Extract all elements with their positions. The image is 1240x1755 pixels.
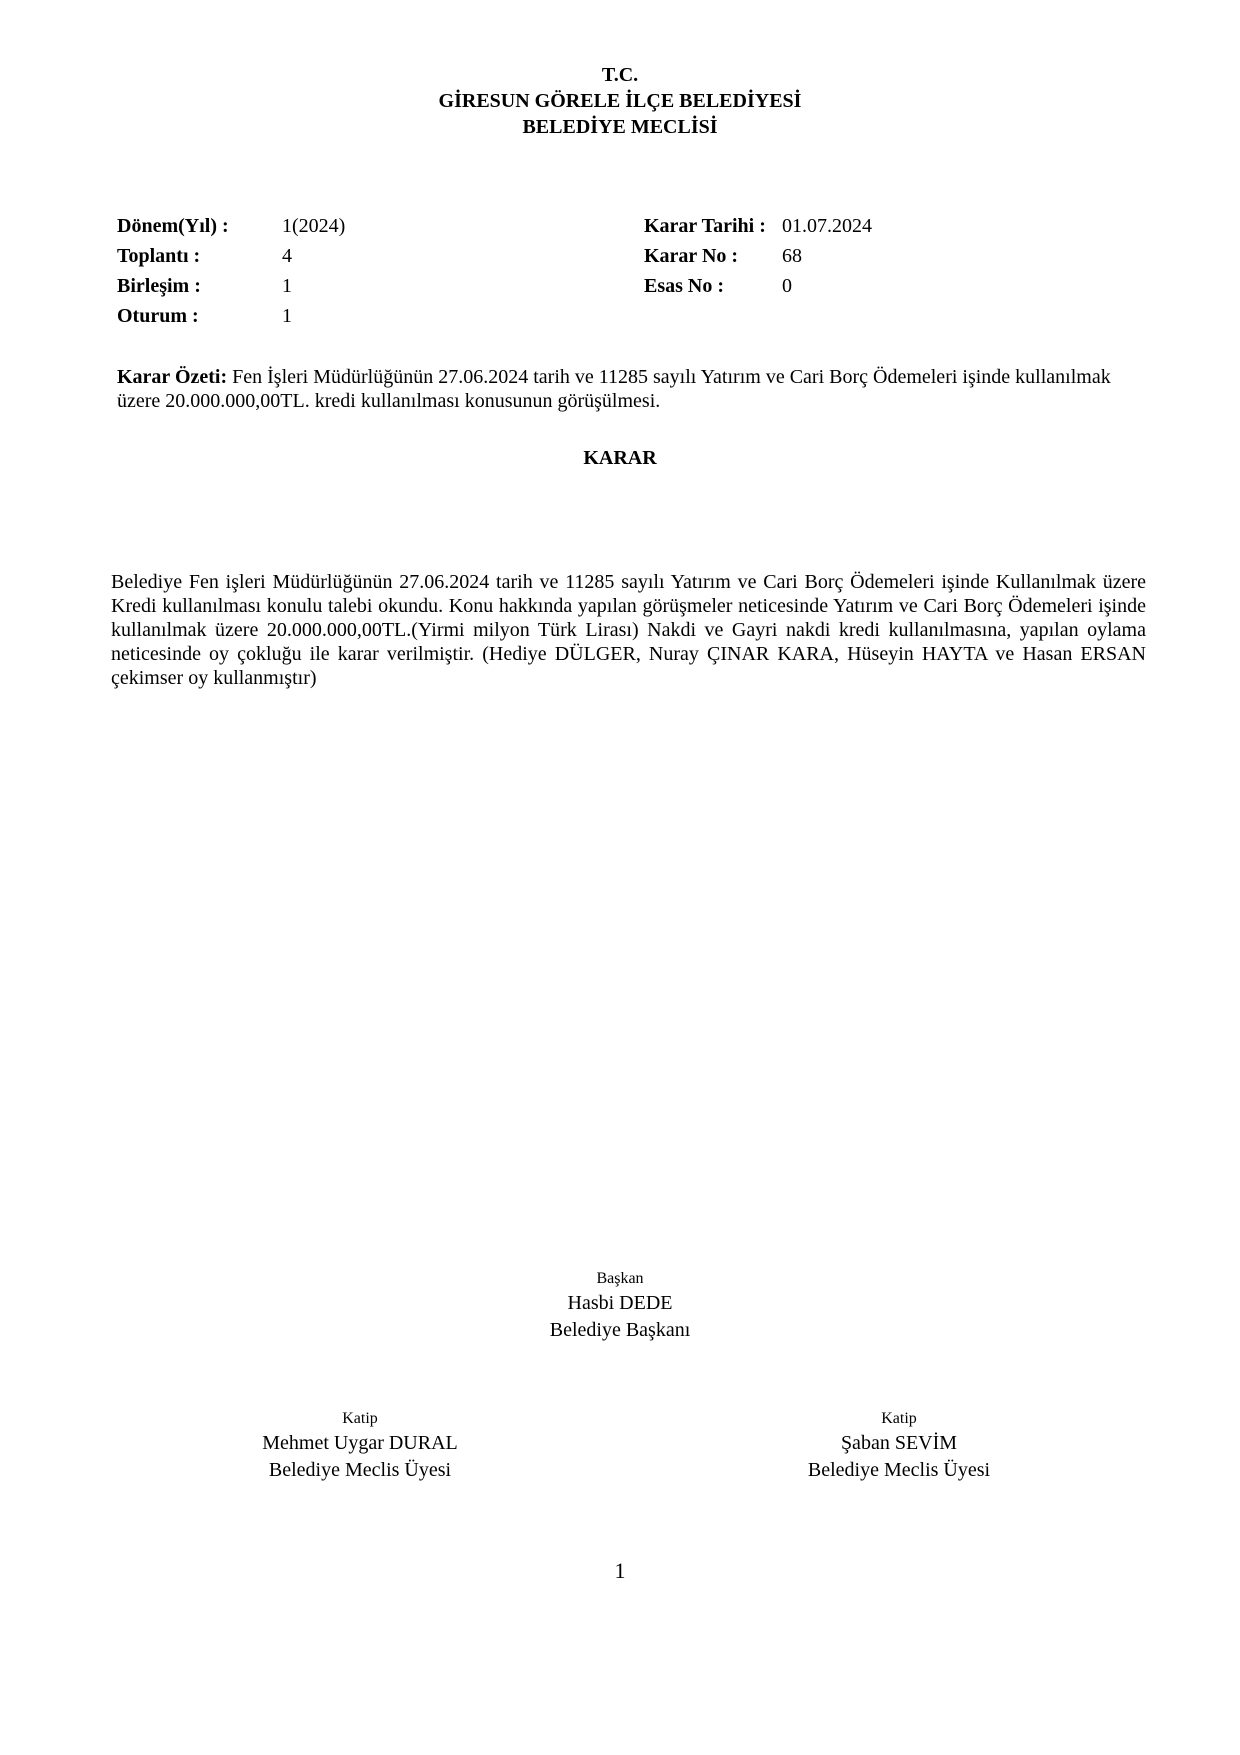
signature-katip-left (170, 1408, 550, 1484)
signature-role: Katip (342, 1410, 378, 1427)
signature-role: Katip (881, 1410, 917, 1427)
meta-label: Oturum : (117, 305, 199, 327)
decision-heading: KARAR (583, 447, 657, 469)
summary-label: Karar Özeti: (117, 366, 228, 388)
signature-title: Belediye Meclis Üyesi (807, 1459, 991, 1481)
meta-label: Dönem(Yıl) : (117, 215, 229, 237)
meta-row-birlesim (117, 271, 345, 301)
meta-value: 1(2024) (282, 215, 346, 237)
page-number: 1 (614, 1558, 626, 1583)
header-council: BELEDİYE MECLİSİ (522, 116, 718, 138)
header-municipality: GİRESUN GÖRELE İLÇE BELEDİYESİ (438, 90, 802, 112)
decision-body: Belediye Fen işleri Müdürlüğünün 27.06.2024 tarih ve 11285 sayılı Yatırım ve Cari Borç Ödemeleri işinde Kullanılmak üzere Kredi kullanılması konulu talebi okundu. Konu hakkında yapılan görüşmeler neticesinde Yatırım ve Cari Borç Ödemeleri işinde kullanılmak üzere 20.000.000,00TL.(Yirmi milyon Türk Lirası) Nakdi ve Gayri nakdi kredi kullanılmasına, yapılan oylama neticesinde oy çokluğu ile karar verilmiştir. (Hediye DÜLGER, Nuray ÇINAR KARA, Hüseyin HAYTA ve Hasan ERSAN çekimser oy kullanmıştır) (111, 571, 1146, 689)
meta-left-block (117, 211, 345, 331)
summary-text: Fen İşleri Müdürlüğünün 27.06.2024 tarih ve 11285 sayılı Yatırım ve Cari Borç Ödemeleri işinde kullanılmak üzere 20.000.000,00TL. kredi kullanılması konusunun görüşülmesi. (117, 366, 1111, 412)
meta-value: 68 (782, 245, 802, 267)
meta-row-oturum (117, 301, 345, 331)
signature-title: Belediye Meclis Üyesi (268, 1459, 452, 1481)
meta-row-karar-no (644, 241, 872, 271)
meta-row-toplanti (117, 241, 345, 271)
signature-katip-right (709, 1408, 1089, 1484)
header-tc: T.C. (601, 64, 639, 86)
meta-label: Karar Tarihi : (644, 215, 766, 237)
meta-row-karar-tarihi (644, 211, 872, 241)
meta-label: Karar No : (644, 245, 739, 267)
signature-name: Mehmet Uygar DURAL (262, 1432, 458, 1454)
decision-summary (117, 365, 1127, 413)
meta-row-esas-no (644, 271, 872, 301)
meta-value: 4 (282, 245, 292, 267)
meta-value: 0 (782, 275, 792, 297)
meta-label: Esas No : (644, 275, 725, 297)
document-header (0, 62, 1240, 140)
meta-row-donem (117, 211, 345, 241)
meta-label: Toplantı : (117, 245, 201, 267)
meta-right-block (644, 211, 872, 301)
meta-value: 1 (282, 305, 292, 327)
signature-baskan (430, 1268, 810, 1344)
meta-value: 1 (282, 275, 292, 297)
signature-role: Başkan (596, 1270, 644, 1287)
meta-label: Birleşim : (117, 275, 201, 297)
signature-name: Şaban SEVİM (840, 1432, 958, 1454)
signature-title: Belediye Başkanı (549, 1319, 691, 1341)
meta-value: 01.07.2024 (782, 215, 872, 237)
signature-name: Hasbi DEDE (567, 1292, 673, 1314)
